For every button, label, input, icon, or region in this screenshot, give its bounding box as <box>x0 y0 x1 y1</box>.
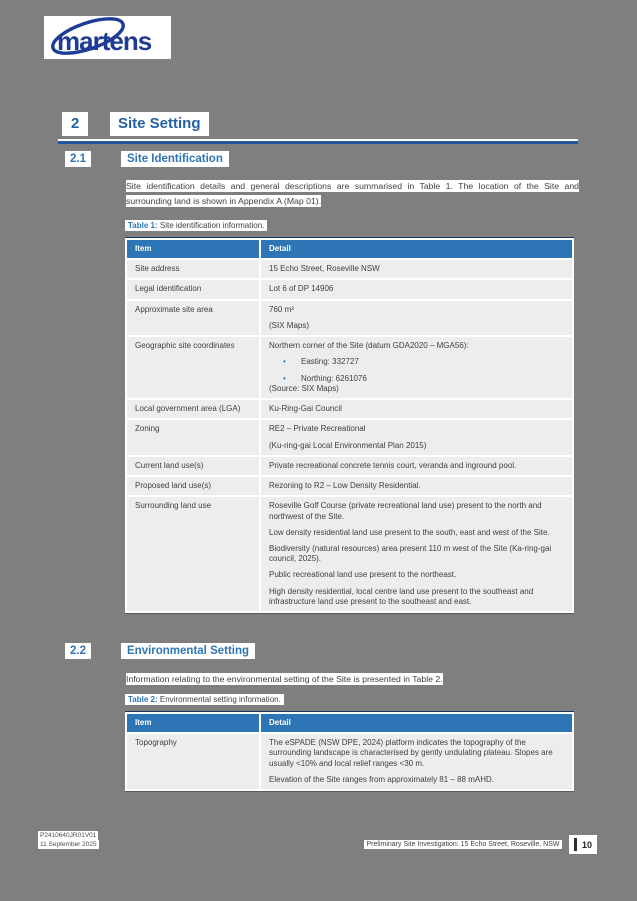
item-cell: Proposed land use(s) <box>127 477 259 495</box>
column-header-item: Item <box>127 714 259 732</box>
detail-paragraph: RE2 – Private Recreational <box>269 424 366 434</box>
item-cell: Surrounding land use <box>127 497 259 611</box>
detail-cell <box>261 457 572 475</box>
logo-text: martens <box>57 26 152 56</box>
section-title-21: Site Identification <box>121 151 229 167</box>
detail-cell <box>261 301 572 335</box>
detail-cell <box>261 497 572 611</box>
detail-paragraph: 760 m² <box>269 304 294 314</box>
page-number: 10 <box>581 839 592 850</box>
detail-paragraph: Biodiversity (natural resources) area present 110 m west of the Site (Ka-ring-gai council, 2025). <box>269 543 552 564</box>
logo-swoosh-icon <box>44 16 171 59</box>
detail-paragraph: Public recreational land use present to the northeast. <box>269 570 457 580</box>
column-header-item: Item <box>127 240 259 258</box>
table-row <box>127 280 572 298</box>
item-cell: Geographic site coordinates <box>127 337 259 398</box>
bullet-text: Northing: 6261076 <box>301 373 367 383</box>
martens-logo <box>44 16 171 59</box>
table-row <box>127 400 572 418</box>
detail-cell <box>261 420 572 454</box>
detail-cell <box>261 734 572 789</box>
item-cell: Current land use(s) <box>127 457 259 475</box>
section-number-21: 2.1 <box>65 151 91 167</box>
detail-paragraph: Lot 6 of DP 14906 <box>269 284 334 294</box>
bullet-icon: • <box>283 373 286 383</box>
detail-cell <box>261 337 572 398</box>
table1-caption-label: Table 1: <box>128 221 158 230</box>
detail-paragraph: (SIX Maps) <box>269 320 310 330</box>
detail-paragraph: Northern corner of the Site (datum GDA2020 – MGA56): <box>269 341 469 351</box>
table-row <box>127 420 572 454</box>
section-number: 2 <box>62 112 88 136</box>
footer-date: 11 September 2025 <box>40 841 97 848</box>
detail-paragraph: Ku-Ring-Gai Council <box>269 404 342 414</box>
item-cell: Local government area (LGA) <box>127 400 259 418</box>
footer-right <box>364 835 597 854</box>
detail-paragraph: 15 Echo Street, Roseville NSW <box>269 264 380 274</box>
paragraph-site-identification: Site identification details and general descriptions are summarised in Table 1. The location of the Site and surrounding land is shown in Appendix A (Map 01). <box>126 181 579 206</box>
section-title-22: Environmental Setting <box>121 643 255 659</box>
table-row <box>127 337 572 398</box>
bullet-line <box>283 357 564 367</box>
detail-cell <box>261 477 572 495</box>
table1-caption-text: Site identification information. <box>157 221 265 230</box>
bullet-text: Easting: 332727 <box>301 357 359 367</box>
table2-caption-label: Table 2: <box>128 695 158 704</box>
item-cell: Topography <box>127 734 259 789</box>
item-cell: Approximate site area <box>127 301 259 335</box>
detail-paragraph: (Source: SIX Maps) <box>269 383 339 393</box>
table-row <box>127 260 572 278</box>
detail-cell <box>261 260 572 278</box>
detail-paragraph: Low density residential land use present to the south, east and west of the Site. <box>269 527 550 537</box>
item-cell: Site address <box>127 260 259 278</box>
table-row <box>127 457 572 475</box>
column-header-detail: Detail <box>261 714 572 732</box>
footer-left <box>38 832 99 850</box>
table1-caption <box>125 221 267 230</box>
item-cell: Zoning <box>127 420 259 454</box>
table-header-row <box>127 714 572 732</box>
detail-paragraph: Elevation of the Site ranges from approximately 81 – 88 mAHD. <box>269 774 494 784</box>
bullet-icon: • <box>283 357 286 367</box>
column-header-detail: Detail <box>261 240 572 258</box>
site-identification-table <box>125 237 574 614</box>
table-row <box>127 734 572 789</box>
section-number-22: 2.2 <box>65 643 91 659</box>
detail-cell <box>261 280 572 298</box>
table-header-row <box>127 240 572 258</box>
section-title: Site Setting <box>110 112 209 136</box>
detail-cell <box>261 400 572 418</box>
detail-paragraph: Private recreational concrete tennis court, veranda and inground pool. <box>269 460 517 470</box>
detail-paragraph: Rezoning to R2 – Low Density Residential. <box>269 481 421 491</box>
table2-caption-text: Environmental setting information. <box>157 695 281 704</box>
detail-paragraph: (Ku-ring-gai Local Environmental Plan 2015) <box>269 440 427 450</box>
environmental-setting-table <box>125 711 574 792</box>
bullet-line <box>283 374 564 384</box>
detail-paragraph: The eSPADE (NSW DPE, 2024) platform indicates the topography of the surrounding landscape is characterised by gently undulating plateau. Slopes are usually <10% and local relief ranges <30 m. <box>269 738 553 768</box>
page-number-divider <box>574 838 577 851</box>
footer-doc-ref: P2410640JR01V01 <box>40 832 97 839</box>
detail-paragraph: High density residential, local centre land use present to the southeast and infrastructure land use present to the southeast and east. <box>269 586 534 606</box>
table2-caption <box>125 695 284 704</box>
paragraph-environmental-setting: Information relating to the environmental setting of the Site is presented in Table 2. <box>126 674 443 684</box>
table-row <box>127 477 572 495</box>
table-row <box>127 497 572 611</box>
page-number-box <box>569 835 597 854</box>
detail-paragraph: Roseville Golf Course (private recreational land use) present to the north and northwest of the Site. <box>269 501 542 521</box>
heading-rule <box>58 139 578 144</box>
footer-report-title: Preliminary Site Investigation: 15 Echo Street, Roseville, NSW <box>364 840 563 849</box>
item-cell: Legal identification <box>127 280 259 298</box>
table-row <box>127 301 572 335</box>
